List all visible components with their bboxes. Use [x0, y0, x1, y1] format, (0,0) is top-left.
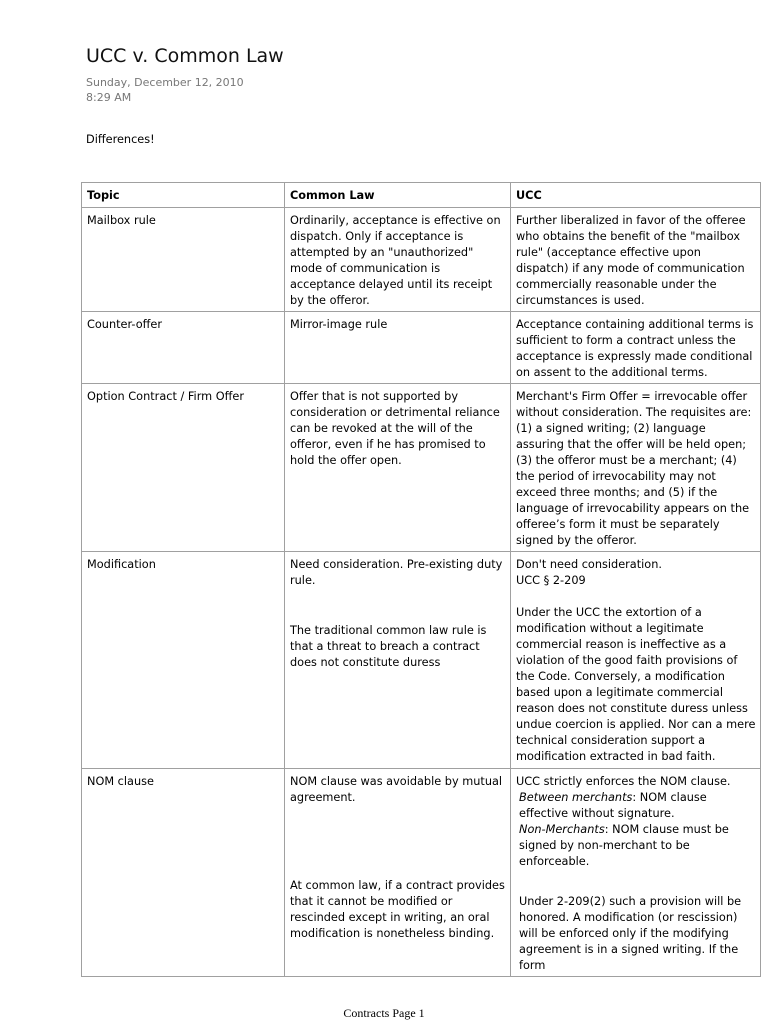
- cell-topic: Option Contract / Firm Offer: [82, 384, 285, 552]
- cell-paragraph: [516, 790, 756, 822]
- cell-topic: Counter-offer: [82, 312, 285, 384]
- cell-paragraph: NOM clause was avoidable by mutual agreement.: [290, 775, 503, 804]
- cell-paragraph: Need consideration. Pre-existing duty rule.: [290, 558, 503, 587]
- page-date: Sunday, December 12, 2010: [86, 76, 244, 89]
- paragraph-gap: [290, 806, 506, 878]
- cell-common-law: [285, 552, 511, 769]
- non-merchants-text: : NOM clause must be signed by non-merchant to be enforceable.: [519, 823, 729, 868]
- cell-paragraph: [516, 822, 756, 870]
- comparison-table: [81, 182, 761, 977]
- header-topic: Topic: [82, 183, 285, 208]
- page-title: UCC v. Common Law: [86, 45, 284, 67]
- cell-topic: NOM clause: [82, 769, 285, 977]
- header-common-law: Common Law: [285, 183, 511, 208]
- table-row-nom-clause: [82, 769, 761, 977]
- cell-paragraph: UCC strictly enforces the NOM clause.: [516, 775, 731, 788]
- cell-paragraph: Under the UCC the extortion of a modification without a legitimate commercial reason is ineffective as a violation of the good faith provisions of the Code. Conversely, a modification based upon a legitimate commercial reason does not constitute duress unless undue coercion is applied. Nor can a mere technical consideration support a modification extracted in bad faith.: [516, 606, 756, 763]
- cell-topic: Mailbox rule: [82, 208, 285, 312]
- page-time: 8:29 AM: [86, 91, 132, 104]
- intro-text: Differences!: [86, 133, 155, 146]
- paragraph-gap: [516, 589, 756, 605]
- cell-paragraph: At common law, if a contract provides that it cannot be modified or rescinded except in writing, an oral modification is nonetheless binding.: [290, 879, 505, 940]
- cell-paragraph: Under 2-209(2) such a provision will be honored. A modification (or rescission) will be enforced only if the modifying agreement is in a signed writing. If the form: [519, 895, 742, 972]
- cell-common-law: Offer that is not supported by consideration or detrimental reliance can be revoked at the will of the offeror, even if he has promised to hold the offer open.: [285, 384, 511, 552]
- cell-ucc: [511, 769, 761, 977]
- cell-ucc: [511, 552, 761, 769]
- cell-ucc: Acceptance containing additional terms is sufficient to form a contract unless the acceptance is expressly made conditional on assent to the additional terms.: [511, 312, 761, 384]
- page-footer: Contracts Page 1: [343, 1006, 425, 1020]
- header-ucc: UCC: [511, 183, 761, 208]
- table-header-row: [82, 183, 761, 208]
- table-row-option-contract: [82, 384, 761, 552]
- cell-common-law: [285, 769, 511, 977]
- table-row-modification: [82, 552, 761, 769]
- between-merchants-text: : NOM clause effective without signature.: [519, 791, 707, 820]
- non-merchants-label: Non-Merchants: [519, 823, 605, 836]
- table-row-mailbox: [82, 208, 761, 312]
- cell-paragraph: UCC § 2-209: [516, 574, 586, 587]
- cell-common-law: Mirror-image rule: [285, 312, 511, 384]
- cell-ucc: Merchant's Firm Offer = irrevocable offer without consideration. The requisites are: (1) a signed writing; (2) language assuring that the offer will be held open; (3) the offeror must be a merchant; (4) the period of irrevocability may not exceed three months; and (5) if the language of irrevocability appears on the offeree’s form it must be separately signed by the offeror.: [511, 384, 761, 552]
- page-timestamp: [86, 75, 244, 105]
- paragraph-gap: [290, 589, 506, 623]
- cell-paragraph: The traditional common law rule is that a threat to breach a contract does not constitute duress: [290, 624, 487, 669]
- between-merchants-label: Between merchants: [519, 791, 633, 804]
- cell-topic: Modification: [82, 552, 285, 769]
- cell-common-law: Ordinarily, acceptance is effective on dispatch. Only if acceptance is attempted by an "unauthorized" mode of communication is acceptance delayed until its receipt by the offeror.: [285, 208, 511, 312]
- paragraph-gap: [516, 870, 756, 894]
- cell-ucc: Further liberalized in favor of the offeree who obtains the benefit of the "mailbox rule" (acceptance effective upon dispatch) if any mode of communication commercially reasonable under the circumstances is used.: [511, 208, 761, 312]
- table-row-counter-offer: [82, 312, 761, 384]
- cell-paragraph: Don't need consideration.: [516, 558, 662, 571]
